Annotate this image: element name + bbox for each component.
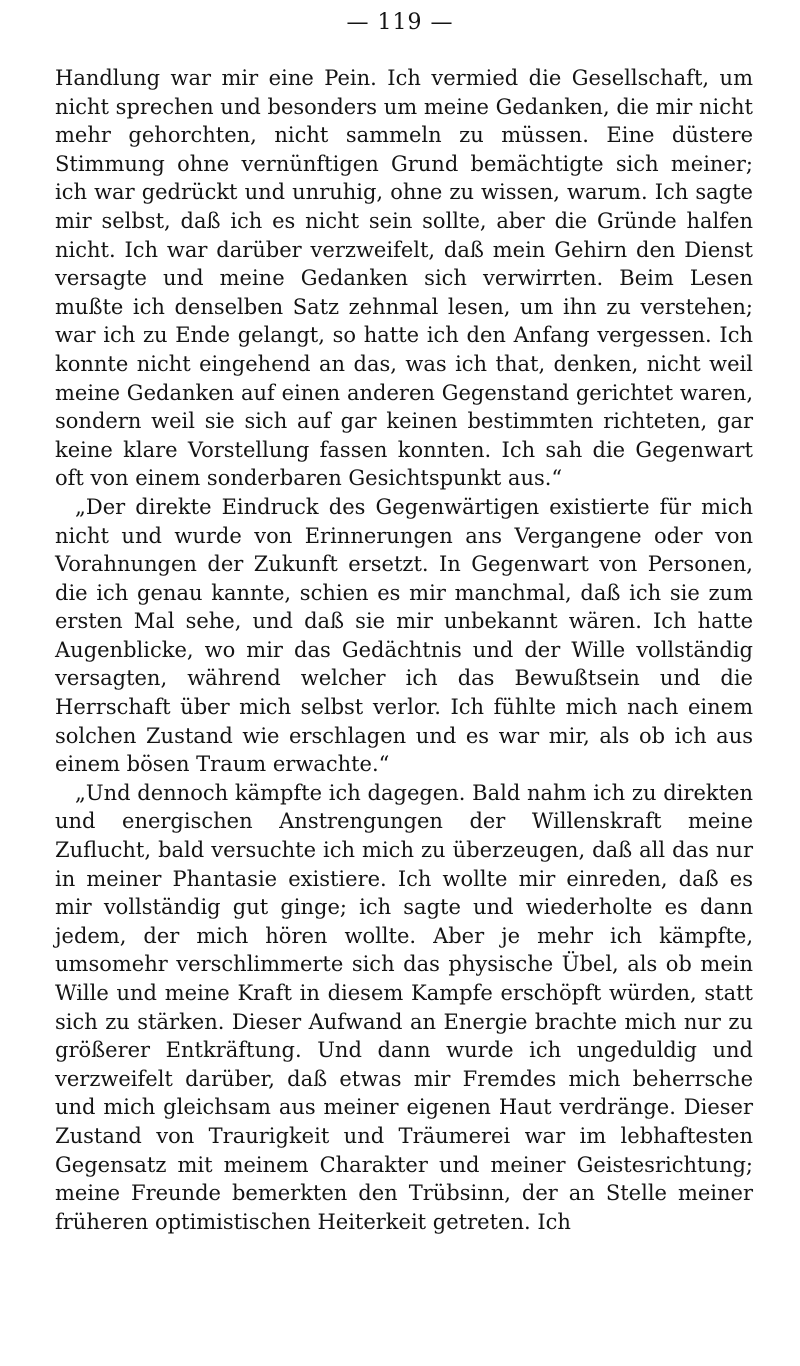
paragraph: „Und dennoch kämpfte ich dagegen. Bald nahm ich zu direkten und energischen Anstrengungen der Willenskraft meine Zuflucht, bald versuchte ich mich zu überzeugen, daß all das nur in meiner Phantasie existiere. Ich wollte mir einreden, daß es mir vollständig gut ginge; ich sagte und wiederholte es dann jedem, der mich hören wollte. Aber je mehr ich kämpfte, umsomehr verschlimmerte sich das physische Übel, als ob mein Wille und meine Kraft in diesem Kampfe erschöpft würden, statt sich zu stärken. Dieser Aufwand an Energie brachte mich nur zu größerer Entkräftung. Und dann wurde ich ungeduldig und verzweifelt darüber, daß etwas mir Fremdes mich beherrsche und mich gleichsam aus meiner eigenen Haut verdränge. Dieser Zustand von Traurigkeit und Träumerei war im lebhaftesten Gegensatz mit meinem Charakter und meiner Geistesrichtung; meine Freunde bemerkten den Trübsinn, der an Stelle meiner früheren optimistischen Heiterkeit getreten. Ich	[55, 780, 753, 1234]
body-text	[55, 64, 753, 1236]
paragraph: „Der direkte Eindruck des Gegenwärtigen existierte für mich nicht und wurde von Erinnerungen ans Vergangene oder von Vorahnungen der Zukunft ersetzt. In Gegenwart von Personen, die ich genau kannte, schien es mir manchmal, daß ich sie zum ersten Mal sehe, und daß sie mir unbekannt wären. Ich hatte Augenblicke, wo mir das Gedächtnis und der Wille vollständig versagten, während welcher ich das Bewußtsein und die Herrschaft über mich selbst verlor. Ich fühlte mich nach einem solchen Zustand wie erschlagen und es war mir, als ob ich aus einem bösen Traum erwachte.“	[55, 494, 753, 777]
page-number: — 119 —	[346, 10, 454, 35]
paragraph: Handlung war mir eine Pein. Ich vermied die Gesellschaft, um nicht sprechen und besonders um meine Gedanken, die mir nicht mehr gehorchten, nicht sammeln zu müssen. Eine düstere Stimmung ohne vernünftigen Grund bemächtigte sich meiner; ich war gedrückt und unruhig, ohne zu wissen, warum. Ich sagte mir selbst, daß ich es nicht sein sollte, aber die Gründe halfen nicht. Ich war darüber verzweifelt, daß mein Gehirn den Dienst versagte und meine Gedanken sich verwirrten. Beim Lesen mußte ich denselben Satz zehnmal lesen, um ihn zu verstehen; war ich zu Ende gelangt, so hatte ich den Anfang vergessen. Ich konnte nicht eingehend an das, was ich that, denken, nicht weil meine Gedanken auf einen anderen Gegenstand gerichtet waren, sondern weil sie sich auf gar keinen bestimmten richteten, gar keine klare Vorstellung fassen konnten. Ich sah die Gegenwart oft von einem sonderbaren Gesichtspunkt aus.“	[55, 66, 753, 491]
